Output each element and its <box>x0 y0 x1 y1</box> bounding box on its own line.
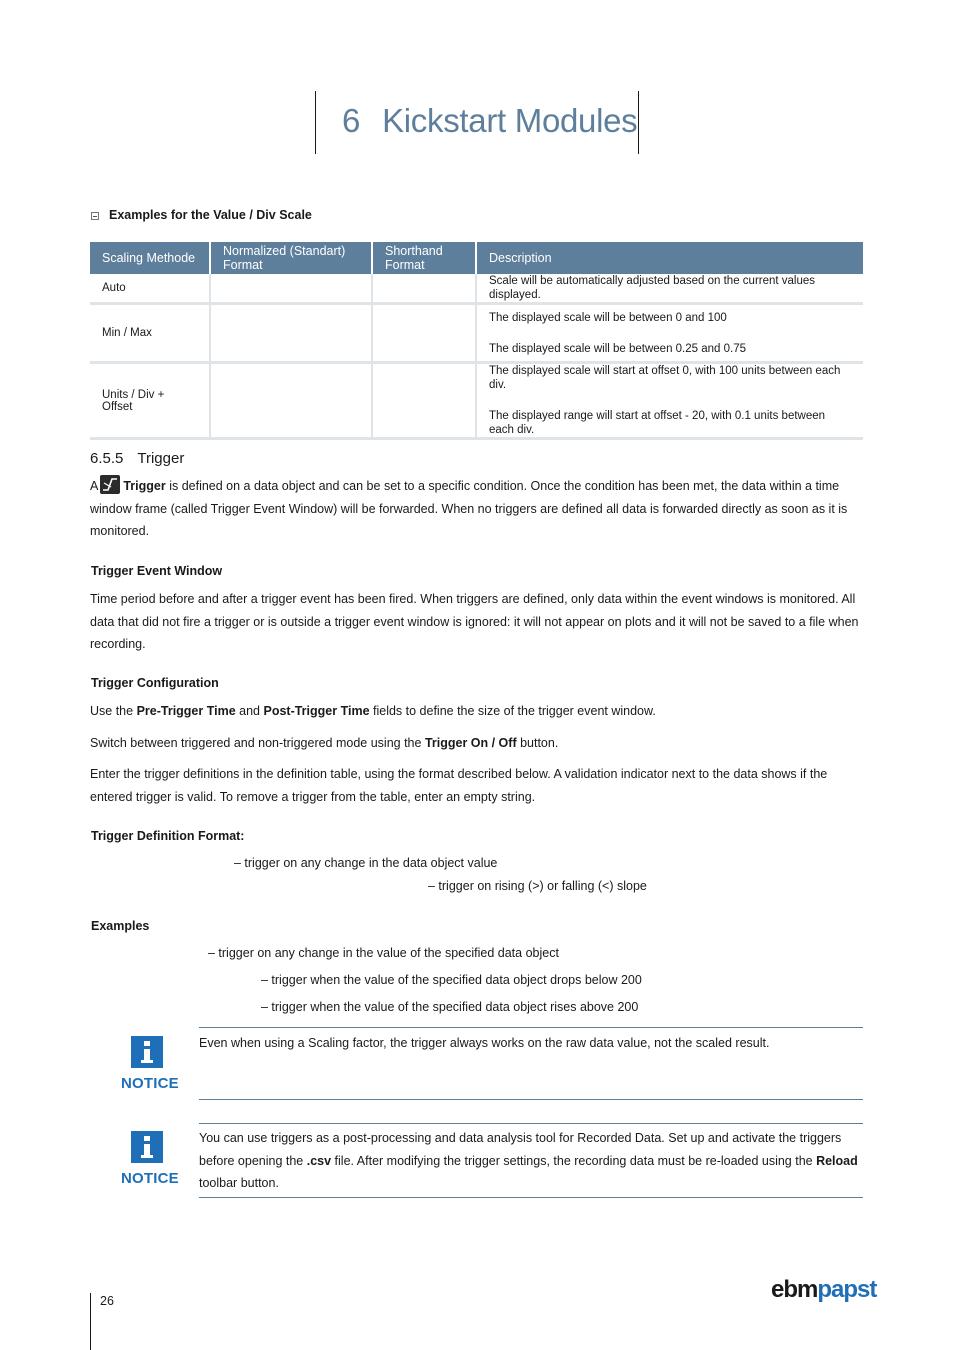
logo-part-ebm: ebm <box>771 1276 818 1303</box>
normalized-format-cell <box>211 305 373 364</box>
notice-label: NOTICE <box>121 1170 179 1187</box>
logo-part-papst: papst <box>817 1276 877 1303</box>
shorthand-format-cell <box>373 364 477 440</box>
ebmpapst-logo <box>771 1276 876 1304</box>
pre-trigger-time-label: Pre-Trigger Time <box>136 704 236 718</box>
page-number: 26 <box>100 1294 114 1308</box>
scale-examples-table <box>90 242 863 440</box>
text-fragment: Use the <box>90 704 137 718</box>
subsection-number: 6.5.5 <box>90 450 124 467</box>
intro-bold: Trigger <box>123 479 166 493</box>
text-fragment: toolbar button. <box>199 1176 279 1191</box>
collapse-icon[interactable] <box>91 212 99 220</box>
text-fragment: button. <box>516 736 559 750</box>
notice-bottom-rule <box>199 1197 863 1198</box>
text-fragment: fields to define the size of the trigger event window. <box>369 704 656 718</box>
trigger-on-off-label: Trigger On / Off <box>424 736 517 750</box>
trigger-icon <box>100 475 120 494</box>
chapter-name: Kickstart Modules <box>382 102 638 139</box>
example-line: – trigger when the value of the specified data object rises above 200 <box>261 1000 639 1014</box>
configuration-paragraph-1 <box>90 700 865 723</box>
csv-label: .csv <box>306 1153 332 1168</box>
info-icon <box>131 1036 163 1068</box>
description-cell <box>477 364 863 440</box>
description-line: The displayed scale will be between 0 and 100 <box>489 311 727 324</box>
definition-format-heading: Trigger Definition Format: <box>91 829 245 843</box>
text-fragment: file. After modifying the trigger settings, the recording data must be re-loaded using the <box>331 1153 817 1168</box>
normalized-format-cell <box>211 274 373 305</box>
description-cell <box>477 274 863 305</box>
format-line: – trigger on any change in the data object value <box>234 856 498 870</box>
column-header: Normalized (Standart) Format <box>211 242 373 274</box>
description-line: Scale will be automatically adjusted based on the current values displayed. <box>489 275 816 301</box>
column-header: Description <box>477 242 863 274</box>
scaling-method-cell: Auto <box>90 274 211 305</box>
intro-text: is defined on a data object and can be set to a specific condition. Once the condition has been met, the data within a time window frame (called Trigger Event Window) will be forwarded. When no triggers are defined all data is forwarded directly as soon as it is monitored. <box>90 479 848 539</box>
notice-label: NOTICE <box>121 1075 179 1092</box>
notice-bottom-rule <box>199 1099 863 1100</box>
table-row <box>90 274 863 305</box>
configuration-heading: Trigger Configuration <box>91 676 219 690</box>
column-header: Scaling Methode <box>90 242 211 274</box>
table-row <box>90 364 863 440</box>
event-window-paragraph: Time period before and after a trigger event has been fired. When triggers are defined, only data within the event windows is monitored. All data that did not fire a trigger or is outside a trigger event window is ignored: it will not appear on plots and it will not be saved to a file when recording. <box>90 592 859 652</box>
subsection-title: Trigger <box>137 450 185 467</box>
example-line: – trigger on any change in the value of the specified data object <box>208 946 559 960</box>
table-row <box>90 305 863 364</box>
configuration-paragraph-3: Enter the trigger definitions in the definition table, using the format described below. A validation indicator next to the data shows if the entered trigger is valid. To remove a trigger from the table, enter an empty string. <box>90 767 828 804</box>
notice-text <box>199 1127 861 1195</box>
subsection-heading <box>90 450 184 467</box>
shorthand-format-cell <box>373 305 477 364</box>
chapter-number: 6 <box>342 102 361 139</box>
trigger-intro-paragraph <box>90 475 865 543</box>
notice-top-rule <box>199 1027 863 1028</box>
text-fragment: Switch between triggered and non-triggered mode using the <box>90 736 425 750</box>
example-line: – trigger when the value of the specified data object drops below 200 <box>261 973 642 987</box>
description-line: The displayed range will start at offset - 20, with 0.1 units between each div. <box>489 410 826 436</box>
footer-rule <box>90 1293 91 1350</box>
event-window-heading: Trigger Event Window <box>91 564 223 578</box>
description-cell <box>477 305 863 364</box>
header-left-rule <box>315 91 316 154</box>
table-header-row <box>90 242 863 274</box>
notice-top-rule <box>199 1123 863 1124</box>
description-line: The displayed scale will start at offset 0, with 100 units between each div. <box>489 365 841 391</box>
post-trigger-time-label: Post-Trigger Time <box>263 704 370 718</box>
description-line: The displayed scale will be between 0.25 and 0.75 <box>489 342 747 355</box>
notice-text: Even when using a Scaling factor, the trigger always works on the raw data value, not the scaled result. <box>199 1036 770 1050</box>
normalized-format-cell <box>211 364 373 440</box>
scaling-method-cell: Units / Div + Offset <box>90 364 211 440</box>
intro-article: A <box>90 479 99 493</box>
format-line: – trigger on rising (>) or falling (<) slope <box>428 879 647 893</box>
chapter-title <box>342 102 637 140</box>
examples-heading: Examples <box>91 919 150 933</box>
header-right-rule <box>638 91 639 154</box>
scaling-method-cell: Min / Max <box>90 305 211 364</box>
info-icon <box>131 1131 163 1163</box>
column-header: Shorthand Format <box>373 242 477 274</box>
configuration-paragraph-2 <box>90 732 865 755</box>
reload-label: Reload <box>816 1153 858 1168</box>
shorthand-format-cell <box>373 274 477 305</box>
text-fragment: You can use triggers as a post-processing and data analysis tool for Recorded Data. Set up and activate the triggers before opening the <box>199 1131 842 1168</box>
text-fragment: and <box>235 704 264 718</box>
section-title: Examples for the Value / Div Scale <box>109 208 312 222</box>
